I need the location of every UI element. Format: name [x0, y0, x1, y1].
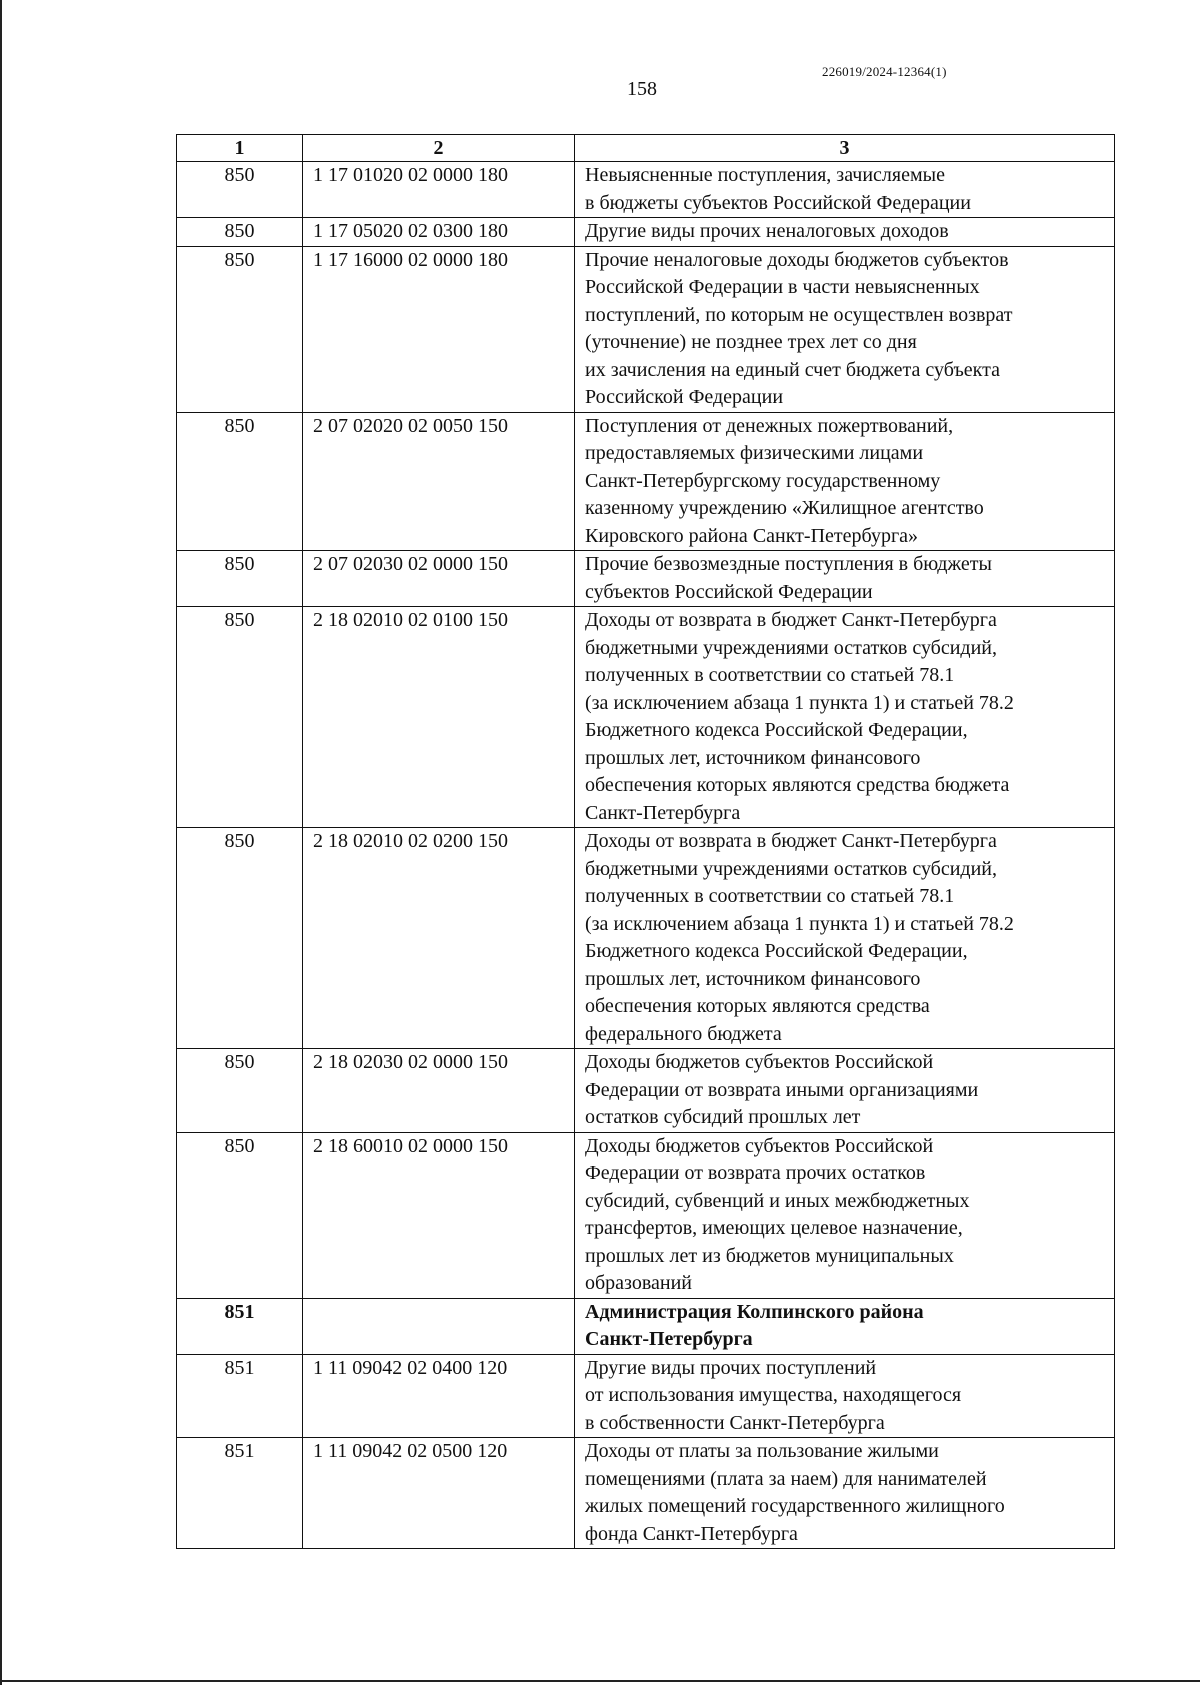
admin-code-cell: 850: [177, 162, 303, 218]
table-row: [177, 1049, 1115, 1133]
kbk-code-cell: 1 11 09042 02 0400 120: [303, 1354, 575, 1438]
table-row: [177, 162, 1115, 218]
kbk-code-cell: 1 17 05020 02 0300 180: [303, 218, 575, 247]
table-row: [177, 607, 1115, 828]
admin-code-cell: 850: [177, 412, 303, 551]
admin-code-cell: 851: [177, 1354, 303, 1438]
page-number: 158: [627, 78, 657, 100]
revenue-name-cell: Другие виды прочих поступлений от использования имущества, находящегося в собственности Санкт-Петербурга: [575, 1354, 1115, 1438]
kbk-code-cell: 1 17 16000 02 0000 180: [303, 246, 575, 412]
table-row: [177, 1354, 1115, 1438]
kbk-code-cell: 2 18 02010 02 0100 150: [303, 607, 575, 828]
revenue-name-cell: Поступления от денежных пожертвований, предоставляемых физическими лицами Санкт-Петербургскому государственному казенному учреждению «Жилищное агентство Кировского района Санкт-Петербурга»: [575, 412, 1115, 551]
kbk-code-cell: 2 07 02020 02 0050 150: [303, 412, 575, 551]
revenue-name-cell: Невыясненные поступления, зачисляемые в бюджеты субъектов Российской Федерации: [575, 162, 1115, 218]
kbk-code-cell: 2 18 60010 02 0000 150: [303, 1132, 575, 1298]
revenue-name-cell: Прочие неналоговые доходы бюджетов субъектов Российской Федерации в части невыясненных поступлений, по которым не осуществлен возврат (уточнение) не позднее трех лет со дня их зачисления на единый счет бюджета субъекта Российской Федерации: [575, 246, 1115, 412]
kbk-code-cell: 2 07 02030 02 0000 150: [303, 551, 575, 607]
admin-code-cell: 850: [177, 218, 303, 247]
kbk-code-cell: 1 17 01020 02 0000 180: [303, 162, 575, 218]
table-header-row: [177, 135, 1115, 162]
revenue-name-cell: Доходы от платы за пользование жилыми помещениями (плата за наем) для нанимателей жилых помещений государственного жилищного фонда Санкт-Петербурга: [575, 1438, 1115, 1549]
table-row: [177, 1298, 1115, 1354]
admin-code-cell: 850: [177, 828, 303, 1049]
revenue-name-cell: Доходы бюджетов субъектов Российской Федерации от возврата прочих остатков субсидий, субвенций и иных межбюджетных трансфертов, имеющих целевое назначение, прошлых лет из бюджетов муниципальных образований: [575, 1132, 1115, 1298]
revenue-name-cell: Доходы от возврата в бюджет Санкт-Петербурга бюджетными учреждениями остатков субсидий, полученных в соответствии со статьей 78.1 (за исключением абзаца 1 пункта 1) и статьей 78.2 Бюджетного кодекса Российской Федерации, прошлых лет, источником финансового обеспечения которых являются средства федерального бюджета: [575, 828, 1115, 1049]
column-header-3: 3: [575, 135, 1115, 162]
kbk-code-cell: 2 18 02010 02 0200 150: [303, 828, 575, 1049]
table-row: [177, 828, 1115, 1049]
table-row: [177, 218, 1115, 247]
kbk-code-cell: 2 18 02030 02 0000 150: [303, 1049, 575, 1133]
admin-code-cell: 851: [177, 1438, 303, 1549]
page-left-border: [0, 0, 2, 1685]
table-row: [177, 246, 1115, 412]
admin-code-cell: 850: [177, 551, 303, 607]
kbk-code-cell: 1 11 09042 02 0500 120: [303, 1438, 575, 1549]
admin-code-cell: 851: [177, 1298, 303, 1354]
column-header-2: 2: [303, 135, 575, 162]
column-header-1: 1: [177, 135, 303, 162]
page-bottom-border: [0, 1680, 1200, 1682]
revenue-name-cell: Другие виды прочих неналоговых доходов: [575, 218, 1115, 247]
revenue-name-cell: Администрация Колпинского района Санкт-Петербурга: [575, 1298, 1115, 1354]
revenue-name-cell: Прочие безвозмездные поступления в бюджеты субъектов Российской Федерации: [575, 551, 1115, 607]
revenue-codes-table: [176, 134, 1115, 1549]
table-body: [177, 162, 1115, 1549]
kbk-code-cell: [303, 1298, 575, 1354]
table-row: [177, 1132, 1115, 1298]
revenue-name-cell: Доходы бюджетов субъектов Российской Федерации от возврата иными организациями остатков субсидий прошлых лет: [575, 1049, 1115, 1133]
document-id: 226019/2024-12364(1): [822, 64, 947, 79]
table-row: [177, 551, 1115, 607]
revenue-name-cell: Доходы от возврата в бюджет Санкт-Петербурга бюджетными учреждениями остатков субсидий, полученных в соответствии со статьей 78.1 (за исключением абзаца 1 пункта 1) и статьей 78.2 Бюджетного кодекса Российской Федерации, прошлых лет, источником финансового обеспечения которых являются средства бюджета Санкт-Петербурга: [575, 607, 1115, 828]
table-row: [177, 1438, 1115, 1549]
admin-code-cell: 850: [177, 246, 303, 412]
admin-code-cell: 850: [177, 607, 303, 828]
table-row: [177, 412, 1115, 551]
admin-code-cell: 850: [177, 1132, 303, 1298]
admin-code-cell: 850: [177, 1049, 303, 1133]
